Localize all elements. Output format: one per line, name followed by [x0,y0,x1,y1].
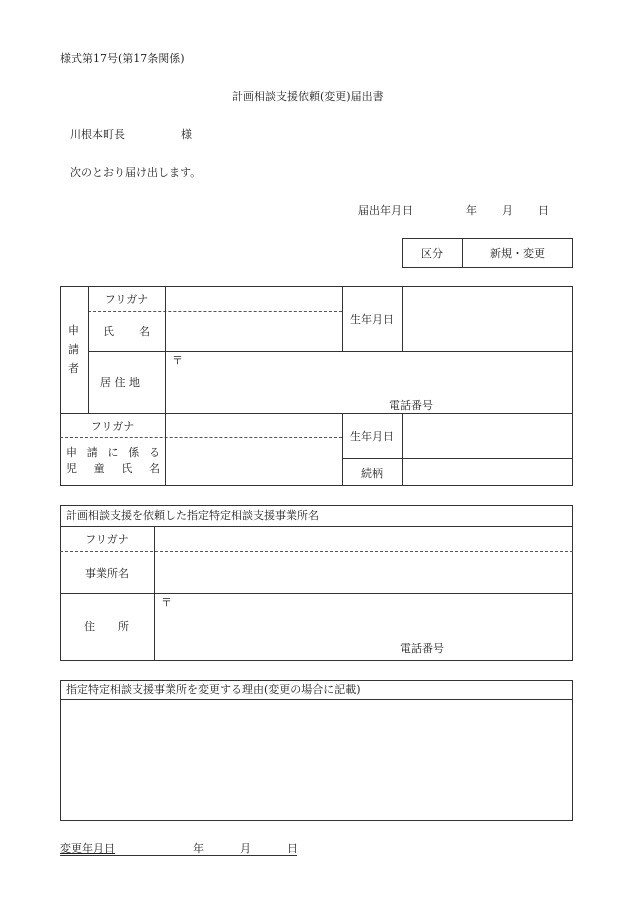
change-date-underline [60,855,297,856]
submission-day-label: 日 [538,204,549,217]
label-column-line [165,286,166,486]
reason-entry-area[interactable] [61,700,572,820]
submission-date-label: 届出年月日 [358,204,413,217]
change-month-label: 月 [240,842,251,855]
applicant-name-char-1: 氏 [103,325,114,338]
child-relation-label: 続柄 [361,466,383,480]
child-birth-right-line [402,413,403,486]
child-furigana-divider [60,437,342,438]
addressee-honorific: 様 [181,128,192,141]
applicant-furigana-label: フリガナ [104,293,149,306]
child-label-line-1: 申 請 に 係 る [66,446,160,459]
applicant-name-char-2: 名 [139,325,150,338]
office-postal-mark: 〒 [161,596,172,609]
category-value: 新規・変更 [490,247,545,260]
office-label-column-line [154,526,155,661]
office-section-title: 計画相談支援を依頼した指定特定相談支援事業所名 [66,509,319,522]
intro-text: 次のとおり届け出します。 [70,166,202,179]
form-number: 様式第17号(第17条関係) [60,52,185,65]
child-label-line-2: 児 童 氏 名 [66,462,160,475]
applicant-side-char-3: 者 [68,362,79,375]
office-furigana-label: フリガナ [85,533,129,546]
office-phone-label: 電話番号 [400,642,444,655]
reason-section-title: 指定特定相談支援事業所を変更する理由(変更の場合に記載) [66,683,361,696]
office-address-char-2: 所 [118,620,129,633]
applicant-side-char-2: 請 [68,343,79,356]
applicant-phone-label: 電話番号 [389,399,433,412]
form-title: 計画相談支援依頼(変更)届出書 [232,90,384,103]
child-birth-label: 生年月日 [350,430,394,443]
child-furigana-label: フリガナ [90,419,135,433]
addressee: 川根本町長 [70,128,125,141]
change-day-label: 日 [287,842,298,855]
category-label: 区分 [421,247,443,260]
submission-year-label: 年 [466,204,477,217]
office-address-char-1: 住 [84,620,95,633]
applicant-side-char-1: 申 [68,324,79,337]
submission-month-label: 月 [502,204,513,217]
applicant-name-bottom-line [88,351,573,352]
applicant-birth-label: 生年月日 [350,313,394,326]
change-year-label: 年 [193,842,204,855]
applicant-birth-right-line [402,286,403,351]
applicant-furigana-divider [88,311,342,312]
office-name-label: 事業所名 [85,566,129,580]
office-name-bottom-line [60,593,573,594]
applicant-address-label: 居 住 地 [100,376,140,389]
applicant-postal-mark: 〒 [172,354,183,367]
change-date-label: 変更年月日 [60,842,115,855]
